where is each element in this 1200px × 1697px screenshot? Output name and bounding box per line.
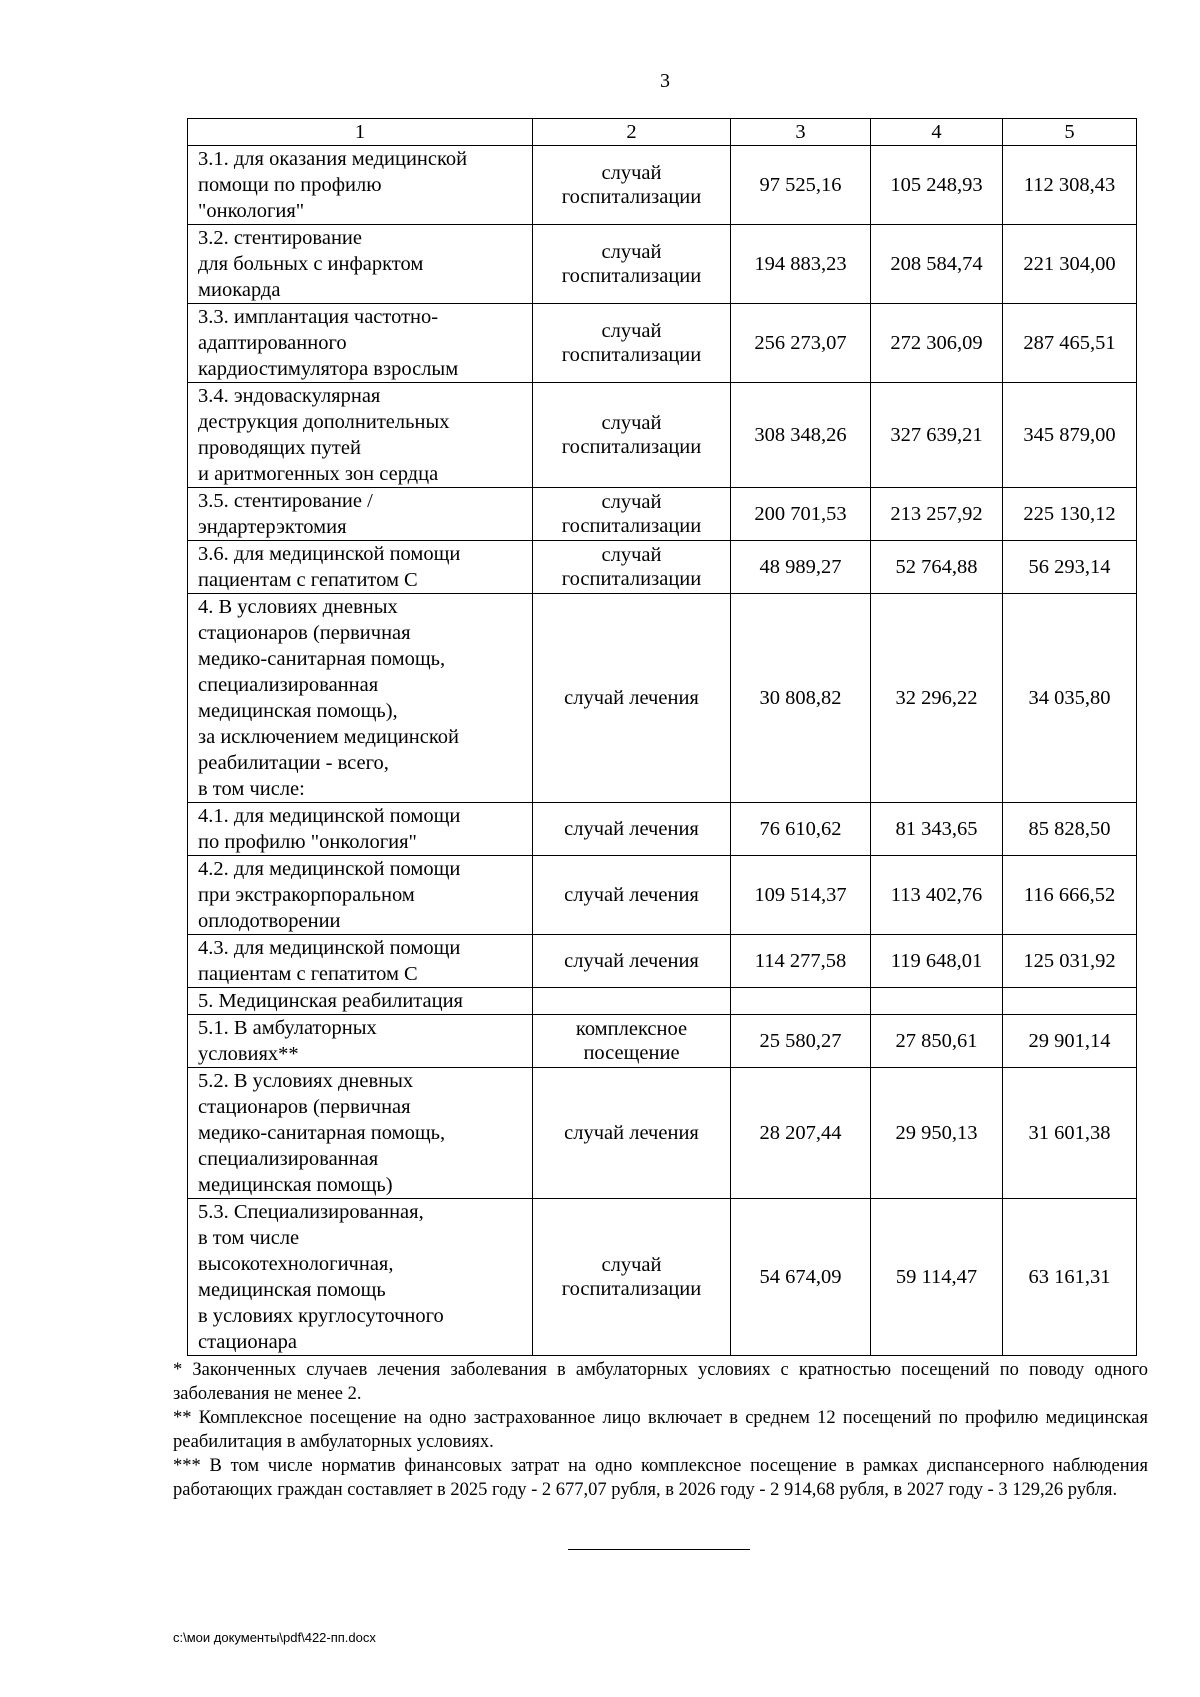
row-value-col3: 200 701,53 [731, 488, 871, 541]
footnote-1: * Законченных случаев лечения заболевания в амбулаторных условиях с кратностью посещений по поводу одного заболевания не менее 2. [173, 1360, 1148, 1404]
row-unit-cell: случай лечения [533, 856, 731, 935]
row-name-cell: 4.1. для медицинской помощи по профилю "онкология" [188, 803, 533, 856]
row-unit-cell: случай госпитализации [533, 304, 731, 383]
end-rule [568, 1549, 750, 1550]
row-value-col3: 308 348,26 [731, 383, 871, 488]
row-value-col5: 345 879,00 [1003, 383, 1137, 488]
row-name-cell: 4.3. для медицинской помощи пациентам с гепатитом С [188, 935, 533, 988]
row-value-col4: 113 402,76 [871, 856, 1003, 935]
row-value-col5: 112 308,43 [1003, 146, 1137, 225]
row-value-col3 [731, 988, 871, 1015]
row-unit-cell: случай госпитализации [533, 383, 731, 488]
row-name-cell: 5.3. Специализированная, в том числе высокотехнологичная, медицинская помощь в условиях круглосуточного стационара [188, 1199, 533, 1356]
table-row [188, 1068, 1137, 1199]
table-row [188, 304, 1137, 383]
row-name-cell: 3.3. имплантация частотно- адаптированного кардиостимулятора взрослым [188, 304, 533, 383]
table-row [188, 935, 1137, 988]
table-row [188, 225, 1137, 304]
row-name-cell: 5.2. В условиях дневных стационаров (первичная медико-санитарная помощь, специализированная медицинская помощь) [188, 1068, 533, 1199]
row-value-col3: 109 514,37 [731, 856, 871, 935]
row-name-cell: 4. В условиях дневных стационаров (первичная медико-санитарная помощь, специализированная медицинская помощь), за исключением медицинской реабилитации - всего, в том числе: [188, 594, 533, 803]
row-value-col4: 29 950,13 [871, 1068, 1003, 1199]
table-row [188, 1015, 1137, 1068]
row-name-cell: 3.6. для медицинской помощи пациентам с гепатитом С [188, 541, 533, 594]
row-value-col4: 272 306,09 [871, 304, 1003, 383]
footnote-3: *** В том числе норматив финансовых затрат на одно комплексное посещение в рамках диспансерного наблюдения работающих граждан составляет в 2025 году - 2 677,07 рубля, в 2026 году - 2 914,68 рубля, в 2027 году - 3 129,26 рубля. [173, 1456, 1148, 1500]
table-row [188, 383, 1137, 488]
table-row [188, 803, 1137, 856]
table-row [188, 988, 1137, 1015]
row-value-col3: 48 989,27 [731, 541, 871, 594]
row-unit-cell: случай госпитализации [533, 1199, 731, 1356]
row-value-col4: 327 639,21 [871, 383, 1003, 488]
row-value-col4 [871, 988, 1003, 1015]
table-row [188, 541, 1137, 594]
row-name-cell: 3.1. для оказания медицинской помощи по профилю "онкология" [188, 146, 533, 225]
row-value-col5: 221 304,00 [1003, 225, 1137, 304]
row-value-col5 [1003, 988, 1137, 1015]
row-unit-cell: случай госпитализации [533, 146, 731, 225]
row-value-col4: 59 114,47 [871, 1199, 1003, 1356]
row-value-col3: 76 610,62 [731, 803, 871, 856]
row-unit-cell: случай лечения [533, 594, 731, 803]
row-value-col5: 34 035,80 [1003, 594, 1137, 803]
row-value-col3: 194 883,23 [731, 225, 871, 304]
row-unit-cell: случай лечения [533, 803, 731, 856]
table-row [188, 146, 1137, 225]
row-unit-cell: случай госпитализации [533, 488, 731, 541]
row-value-col5: 287 465,51 [1003, 304, 1137, 383]
row-value-col4: 213 257,92 [871, 488, 1003, 541]
row-value-col5: 116 666,52 [1003, 856, 1137, 935]
table-row [188, 594, 1137, 803]
row-value-col5: 125 031,92 [1003, 935, 1137, 988]
table-row [188, 1199, 1137, 1356]
row-value-col5: 31 601,38 [1003, 1068, 1137, 1199]
row-unit-cell [533, 988, 731, 1015]
row-value-col4: 52 764,88 [871, 541, 1003, 594]
row-value-col4: 119 648,01 [871, 935, 1003, 988]
row-unit-cell: случай госпитализации [533, 541, 731, 594]
row-value-col3: 54 674,09 [731, 1199, 871, 1356]
file-path-footer: c:\мои документы\pdf\422-пп.docx [173, 1630, 376, 1645]
table-row [188, 856, 1137, 935]
column-header-4: 4 [871, 119, 1003, 146]
footnote-2: ** Комплексное посещение на одно застрахованное лицо включает в среднем 12 посещений по профилю медицинская реабилитация в амбулаторных условиях. [173, 1408, 1148, 1452]
row-value-col3: 97 525,16 [731, 146, 871, 225]
financial-rates-table [187, 118, 1137, 1356]
column-header-5: 5 [1003, 119, 1137, 146]
row-unit-cell: случай лечения [533, 935, 731, 988]
row-value-col5: 56 293,14 [1003, 541, 1137, 594]
row-name-cell: 4.2. для медицинской помощи при экстракорпоральном оплодотворении [188, 856, 533, 935]
table-header-row [188, 119, 1137, 146]
row-value-col4: 208 584,74 [871, 225, 1003, 304]
column-header-1: 1 [188, 119, 533, 146]
row-value-col3: 25 580,27 [731, 1015, 871, 1068]
row-value-col5: 29 901,14 [1003, 1015, 1137, 1068]
row-value-col3: 28 207,44 [731, 1068, 871, 1199]
column-header-2: 2 [533, 119, 731, 146]
row-name-cell: 5. Медицинская реабилитация [188, 988, 533, 1015]
row-name-cell: 3.2. стентирование для больных с инфарктом миокарда [188, 225, 533, 304]
row-name-cell: 3.4. эндоваскулярная деструкция дополнительных проводящих путей и аритмогенных зон сердца [188, 383, 533, 488]
row-value-col3: 30 808,82 [731, 594, 871, 803]
row-unit-cell: комплексное посещение [533, 1015, 731, 1068]
row-value-col3: 256 273,07 [731, 304, 871, 383]
footnotes [173, 1358, 1148, 1502]
row-value-col4: 27 850,61 [871, 1015, 1003, 1068]
row-value-col4: 105 248,93 [871, 146, 1003, 225]
page-number: 3 [660, 70, 670, 92]
row-value-col4: 32 296,22 [871, 594, 1003, 803]
row-value-col5: 225 130,12 [1003, 488, 1137, 541]
row-unit-cell: случай госпитализации [533, 225, 731, 304]
column-header-3: 3 [731, 119, 871, 146]
row-value-col3: 114 277,58 [731, 935, 871, 988]
row-name-cell: 3.5. стентирование / эндартерэктомия [188, 488, 533, 541]
row-value-col4: 81 343,65 [871, 803, 1003, 856]
row-value-col5: 85 828,50 [1003, 803, 1137, 856]
table-row [188, 488, 1137, 541]
row-unit-cell: случай лечения [533, 1068, 731, 1199]
row-name-cell: 5.1. В амбулаторных условиях** [188, 1015, 533, 1068]
row-value-col5: 63 161,31 [1003, 1199, 1137, 1356]
